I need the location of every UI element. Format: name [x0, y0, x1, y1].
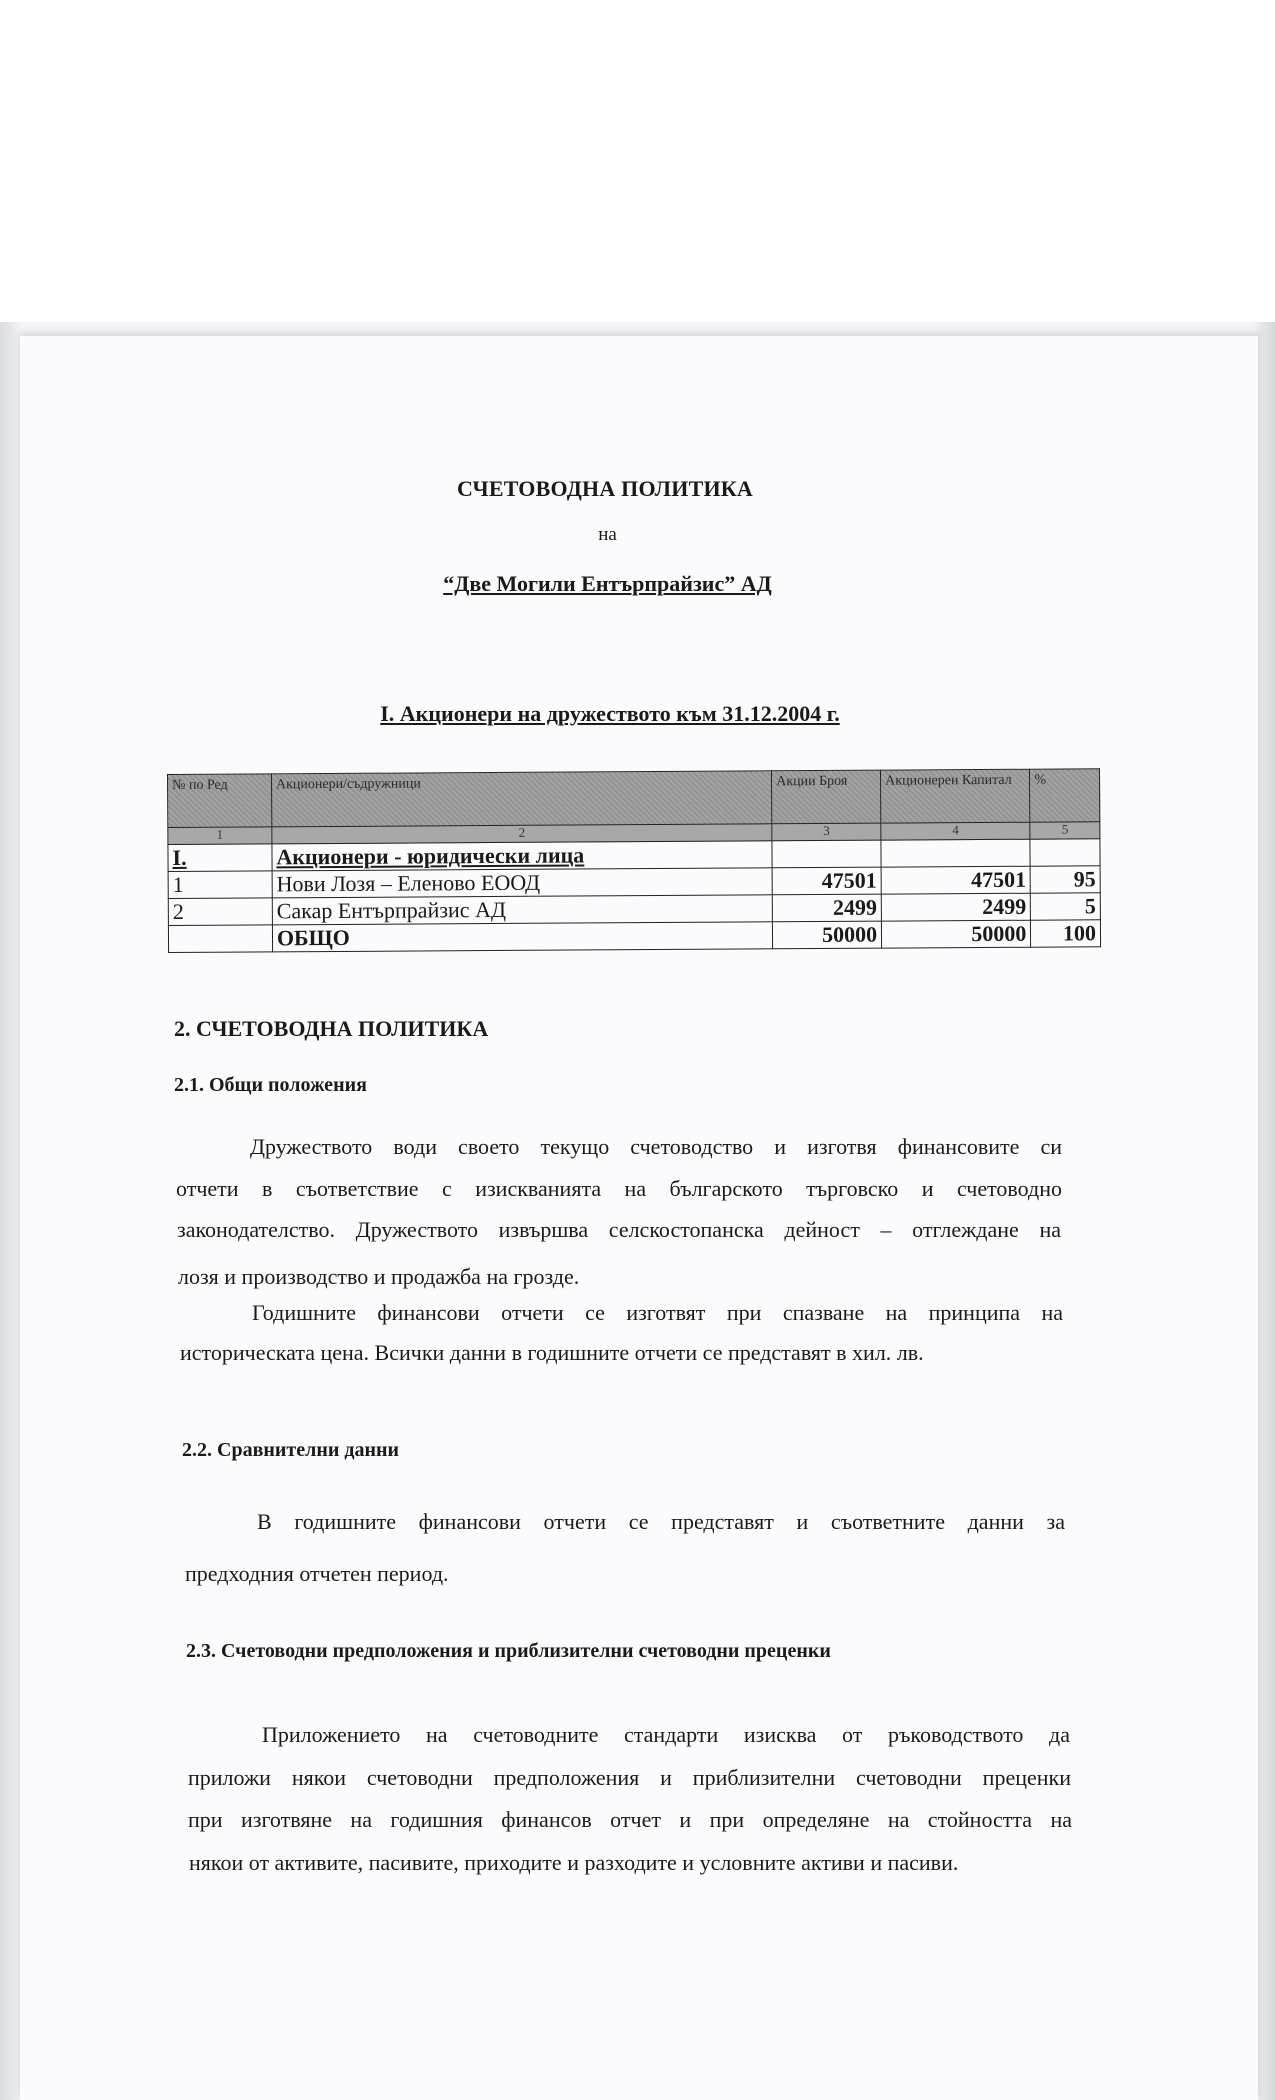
paragraph-line: Приложението на счетоводните стандарти изисква от ръководството да — [262, 1722, 1070, 1747]
paragraph-line: отчети в съответствие с изискванията на българското търговско и счетоводно — [176, 1176, 1062, 1201]
shares-count — [772, 840, 881, 868]
column-number: 1 — [168, 827, 272, 845]
shares-count: 47501 — [772, 867, 881, 895]
header-row-number: № по Ред — [168, 774, 272, 828]
document-title: СЧЕТОВОДНА ПОЛИТИКА — [456, 476, 754, 501]
section-shareholders-heading: I. Акционери на дружеството към 31.12.2004 г. — [380, 701, 840, 726]
shareholder-name: Сакар Ентърпрайзис АД — [272, 895, 772, 925]
shareholder-name: Акционери - юридически лица — [272, 841, 772, 871]
paragraph-line: някои от активите, пасивите, приходите и разходите и условните активи и пасиви. — [189, 1850, 959, 1875]
paragraph-line: лозя и производство и продажба на грозде. — [178, 1264, 580, 1289]
shareholder-name: Нови Лозя – Еленово ЕООД — [272, 868, 772, 898]
shares-count: 2499 — [772, 894, 881, 922]
column-number: 5 — [1030, 822, 1100, 839]
subsection-general-heading: 2.1. Общи положения — [174, 1074, 367, 1096]
paragraph-line: приложи някои счетоводни предположения и приблизителни счетоводни преценки — [188, 1765, 1071, 1790]
section-accounting-policy-heading: 2. СЧЕТОВОДНА ПОЛИТИКА — [174, 1016, 489, 1041]
shareholders-table — [167, 768, 1101, 953]
share-percent: 95 — [1030, 866, 1100, 893]
total-capital: 50000 — [882, 920, 1031, 948]
paragraph-line: законодателство. Дружеството извършва селскостопанска дейност – отглеждане на — [177, 1217, 1061, 1242]
paragraph-line: Дружеството води своето текущо счетоводство и изготвя финансовите си — [250, 1134, 1062, 1159]
column-number: 4 — [881, 822, 1030, 840]
header-share-capital: Акционерен Капитал — [881, 769, 1031, 823]
row-number: 1 — [168, 871, 272, 899]
total-percent: 100 — [1031, 920, 1101, 947]
total-label: ОБЩО — [272, 922, 772, 952]
document-title-preposition: на — [598, 524, 617, 545]
paragraph-line: Годишните финансови отчети се изготвят при спазване на принципа на — [252, 1300, 1063, 1325]
paragraph-line: В годишните финансови отчети се представят и съответните данни за — [257, 1509, 1065, 1534]
column-number: 2 — [272, 824, 772, 844]
row-number: 2 — [168, 898, 272, 926]
row-number — [168, 925, 272, 953]
paragraph-line: при изготвяне на годишния финансов отчет и при определяне на стойността на — [188, 1807, 1072, 1832]
table-total-row — [168, 920, 1100, 953]
header-shares-count: Акции Броя — [772, 770, 881, 824]
total-shares: 50000 — [773, 921, 882, 949]
share-capital — [881, 839, 1030, 867]
header-shareholders: Акционери/съдружници — [271, 771, 772, 827]
share-percent: 5 — [1031, 893, 1101, 920]
table-header-row — [168, 769, 1100, 828]
header-percent: % — [1030, 769, 1100, 822]
row-number: I. — [168, 844, 272, 872]
paragraph-line: историческата цена. Всички данни в годишните отчети се представят в хил. лв. — [180, 1340, 924, 1365]
share-capital: 2499 — [881, 893, 1030, 921]
company-name: “Две Могили Ентърпрайзис” АД — [443, 571, 772, 596]
paragraph-line: предходния отчетен период. — [185, 1561, 449, 1586]
share-percent — [1030, 839, 1100, 866]
column-number: 3 — [772, 823, 881, 841]
subsection-estimates-heading: 2.3. Счетоводни предположения и приблизителни счетоводни преценки — [186, 1640, 831, 1662]
subsection-comparative-heading: 2.2. Сравнителни данни — [182, 1439, 400, 1461]
share-capital: 47501 — [881, 866, 1030, 894]
